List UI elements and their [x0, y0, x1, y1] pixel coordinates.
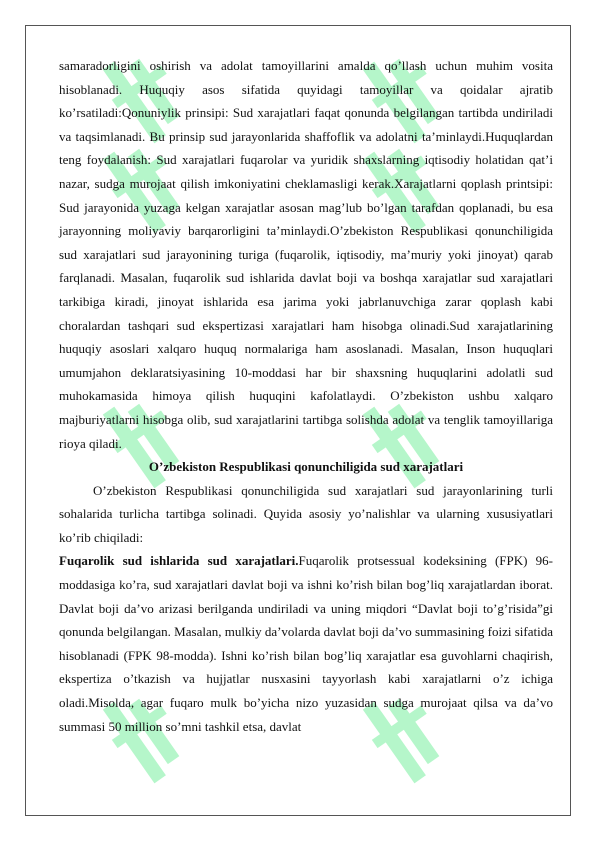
body-paragraph: [59, 549, 553, 738]
document-body: [59, 54, 553, 738]
section-heading: O’zbekiston Respublikasi qonunchiligida sud xarajatlari: [148, 459, 464, 475]
inline-bold-heading: Fuqarolik sud ishlarida sud xarajatlari.: [59, 553, 299, 569]
body-paragraph: samaradorligini oshirish va adolat tamoyillarini amalda qo’llash uchun muhim vosita hisoblanadi. Huquqiy asos sifatida quyidagi tamoyillar va qoidalar ajratib ko’rsatiladi:Qonuniylik prinsipi: Sud xarajatlari faqat qonunda belgilangan tartibda undiriladi va taqsimlanadi. Bu prinsip sud jarayonlarida shaffoflik va adolatni ta’minlaydi.Huquqlardan teng foydalanish: Sud xarajatlari fuqarolar va yuridik shaxslarning iqtisodiy holatidan qat’i nazar, sudga murojaat qilish imkoniyatini cheklamasligi kerak.Xarajatlarni qoplash printsipi: Sud jarayonida yuzaga kelgan xarajatlar asosan mag’lub bo’lgan tarafdan qoplanadi, bu esa jarayonning moliyaviy barqarorligini ta’minlaydi.O’zbekiston Respublikasi qonunchiligida sud xarajatlari sud jarayonining turiga (fuqarolik, iqtisodiy, ma’muriy yoki jinoyat) qarab farqlanadi. Masalan, fuqarolik sud ishlarida davlat boji va boshqa xarajatlar sud xarajatlari tarkibiga kiradi, jinoyat ishlarida esa jarima yoki jabrlanuvchiga zarar qoplash kabi choralardan tashqari sud ekspertizasi xarajatlari ham hisobga olinadi.Sud xarajatlarining huquqiy asoslari xalqaro huquq normalariga ham asoslanadi. Masalan, Inson huquqlari umumjahon deklaratsiyasining 10-moddasi har bir shaxsning huquqlarini adolatli sud muhokamasida himoya qilish huquqini kafolatlaydi. O’zbekiston ushbu xalqaro majburiyatlarni hisobga olib, sud xarajatlarini tartibga solishda adolat va tenglik tamoyillariga rioya qiladi.: [59, 58, 553, 451]
body-paragraph: O’zbekiston Respublikasi qonunchiligida sud xarajatlari sud jarayonlarining turli sohalarida turlicha tartibga solinadi. Quyida asosiy yo’nalishlar va ularning xususiyatlari ko’rib chiqiladi:: [59, 482, 553, 545]
paragraph-text: Fuqarolik protsessual kodeksining (FPK) 96-moddasiga ko’ra, sud xarajatlari davlat boji va ishni ko’rish bilan bog’liq xarajatlardan iborat. Davlat boji da’vo arizasi berilganda undiriladi va uning miqdori “Davlat boji to’g’risida”gi qonunda belgilangan. Masalan, mulkiy da’volarda davlat boji da’vo summasining foizi sifatida hisoblanadi (FPK 98-modda). Ishni ko’rish bilan bog’liq xarajatlar esa guvohlarni chaqirish, ekspertiza o’tkazish va hujjatlar nusxasini tayyorlash kabi xarajatlarni o’z ichiga oladi.Misolda, agar fuqaro mulk bo’yicha nizo yuzasidan sudga murojaat qilsa va da’vo summasi 50 million so’mni tashkil etsa, davlat: [59, 553, 553, 734]
